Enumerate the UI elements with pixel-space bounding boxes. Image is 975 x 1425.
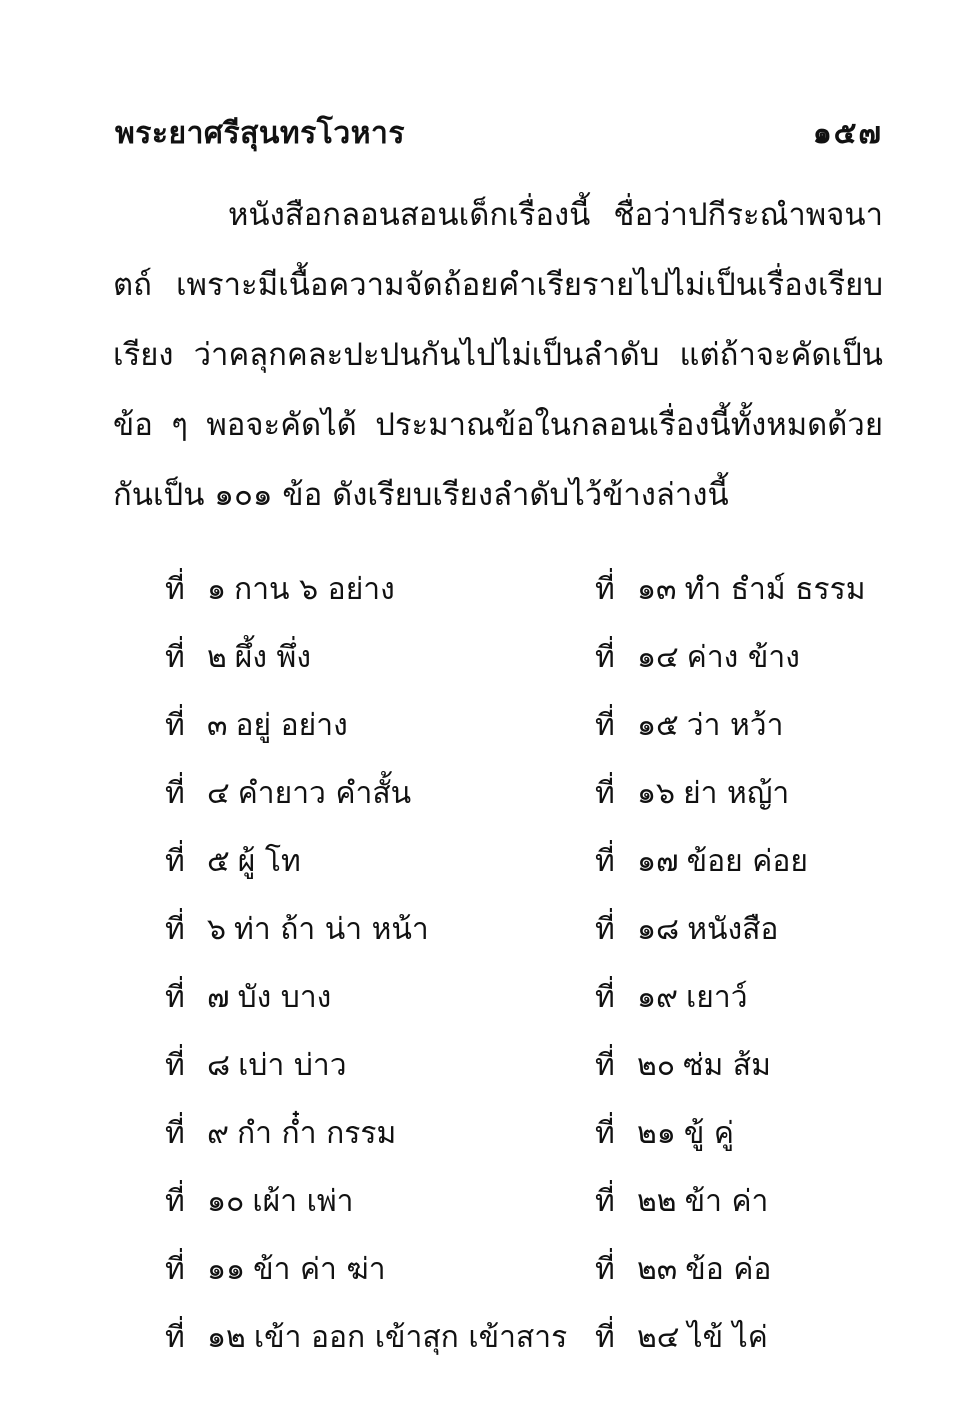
item-text: เยาว์ <box>686 980 748 1015</box>
item-prefix: ที่ <box>595 1320 615 1355</box>
item-number: ๒ <box>207 640 227 675</box>
item-number: ๑ <box>207 572 227 607</box>
list-item <box>595 885 885 953</box>
item-text: ข้อ ค่อ <box>685 1252 772 1287</box>
list-item <box>165 817 595 885</box>
item-number: ๒๔ <box>637 1320 680 1355</box>
item-prefix: ที่ <box>165 1184 185 1219</box>
list-item <box>165 1293 595 1361</box>
item-prefix: ที่ <box>165 1320 185 1355</box>
item-number: ๑๕ <box>637 708 679 743</box>
item-text: หนังสือ <box>687 912 779 947</box>
item-prefix: ที่ <box>165 708 185 743</box>
item-number: ๑๗ <box>637 844 679 879</box>
item-text: ข้า ค่า ฆ่า <box>253 1252 386 1287</box>
page-number: ๑๕๗ <box>812 115 883 151</box>
item-text: ข้า ค่า <box>684 1184 769 1219</box>
item-number: ๕ <box>207 844 230 879</box>
item-text: เบ่า บ่าว <box>238 1048 347 1083</box>
list-item <box>165 749 595 817</box>
item-text: เผ้า เพ่า <box>252 1184 354 1219</box>
item-text: กำ ก๋ำ กรรม <box>236 1116 397 1151</box>
item-text: เข้า ออก เข้าสุก เข้าสาร <box>253 1320 568 1355</box>
item-text: ไข้ ไค่ <box>687 1320 768 1355</box>
item-prefix: ที่ <box>165 572 185 607</box>
intro-paragraph: หนังสือกลอนสอนเด็กเรื่องนี้ ชื่อว่าปกีระณำพจนาตถ์ เพราะมีเนื้อความจัดถ้อยคำเรียรายไปไม่เป็นเรื่องเรียบเรียง ว่าคลุกคละปะปนกันไปไม่เป็นลำดับ แต่ถ้าจะคัดเป็นข้อ ๆ พอจะคัดได้ ประมาณข้อในกลอนเรื่องนี้ทั้งหมดด้วยกันเป็น ๑๐๑ ข้อ ดังเรียบเรียงลำดับไว้ข้างล่างนี้ <box>113 197 883 513</box>
item-text: ข้อย ค่อย <box>686 844 808 879</box>
item-number: ๗ <box>207 980 230 1015</box>
item-text: ท่า ถ้า น่า หน้า <box>234 912 429 947</box>
list-item <box>595 1225 885 1293</box>
item-number: ๑๔ <box>637 640 679 675</box>
item-number: ๒๑ <box>637 1116 676 1151</box>
item-text: ขู้ คู่ <box>683 1116 734 1151</box>
item-text: อยู่ อย่าง <box>235 708 348 743</box>
item-prefix: ที่ <box>165 844 185 879</box>
item-prefix: ที่ <box>595 1116 615 1151</box>
item-number: ๘ <box>207 1048 231 1083</box>
item-number: ๑๙ <box>637 980 679 1015</box>
list-column-left <box>165 545 595 1361</box>
item-text: ว่า หว้า <box>686 708 784 743</box>
item-prefix: ที่ <box>165 1252 185 1287</box>
item-number: ๒๐ <box>637 1048 676 1083</box>
item-number: ๓ <box>207 708 228 743</box>
list-column-right <box>595 545 885 1361</box>
item-text: ผู้ โท <box>237 844 301 879</box>
list-item <box>165 1089 595 1157</box>
list-item <box>595 1293 885 1361</box>
item-prefix: ที่ <box>595 776 615 811</box>
item-prefix: ที่ <box>595 844 615 879</box>
page-header <box>115 108 883 158</box>
item-text: ผึ้ง พึ่ง <box>234 640 311 675</box>
list-item <box>165 613 595 681</box>
item-number: ๑๘ <box>637 912 680 947</box>
list-item <box>165 681 595 749</box>
list-item <box>165 1021 595 1089</box>
item-list <box>165 545 885 1361</box>
item-number: ๒๒ <box>637 1184 677 1219</box>
item-prefix: ที่ <box>165 640 185 675</box>
list-item <box>165 1225 595 1293</box>
item-prefix: ที่ <box>595 912 615 947</box>
list-item <box>165 953 595 1021</box>
item-prefix: ที่ <box>165 912 185 947</box>
list-item <box>595 749 885 817</box>
item-number: ๒๓ <box>637 1252 678 1287</box>
item-number: ๑๑ <box>207 1252 246 1287</box>
item-prefix: ที่ <box>595 1252 615 1287</box>
item-prefix: ที่ <box>165 980 185 1015</box>
list-item <box>595 613 885 681</box>
item-number: ๑๖ <box>637 776 676 811</box>
item-prefix: ที่ <box>595 708 615 743</box>
item-number: ๑๒ <box>207 1320 246 1355</box>
running-title: พระยาศรีสุนทรโวหาร <box>115 115 405 151</box>
list-item <box>595 817 885 885</box>
list-item <box>595 681 885 749</box>
item-text: ซ่ม ส้ม <box>683 1048 771 1083</box>
item-text: บัง บาง <box>237 980 332 1015</box>
item-prefix: ที่ <box>165 776 185 811</box>
item-prefix: ที่ <box>595 640 615 675</box>
list-item <box>165 545 595 613</box>
item-number: ๔ <box>207 776 230 811</box>
list-item <box>595 953 885 1021</box>
item-text: ทำ ธำม์ ธรรม <box>684 572 866 607</box>
list-item <box>595 545 885 613</box>
item-prefix: ที่ <box>595 1048 615 1083</box>
list-item <box>165 1157 595 1225</box>
item-prefix: ที่ <box>165 1116 185 1151</box>
item-prefix: ที่ <box>595 572 615 607</box>
item-prefix: ที่ <box>595 1184 615 1219</box>
item-number: ๙ <box>207 1116 229 1151</box>
item-prefix: ที่ <box>165 1048 185 1083</box>
item-prefix: ที่ <box>595 980 615 1015</box>
item-text: คำยาว คำสั้น <box>237 776 412 811</box>
item-text: ย่า หญ้า <box>683 776 790 811</box>
item-text: กาน ๖ อย่าง <box>234 572 395 607</box>
list-item <box>595 1089 885 1157</box>
item-number: ๑๐ <box>207 1184 245 1219</box>
item-text: ค่าง ข้าง <box>686 640 800 675</box>
list-item <box>165 885 595 953</box>
list-item <box>595 1157 885 1225</box>
item-number: ๑๓ <box>637 572 677 607</box>
list-item <box>595 1021 885 1089</box>
item-number: ๖ <box>207 912 227 947</box>
